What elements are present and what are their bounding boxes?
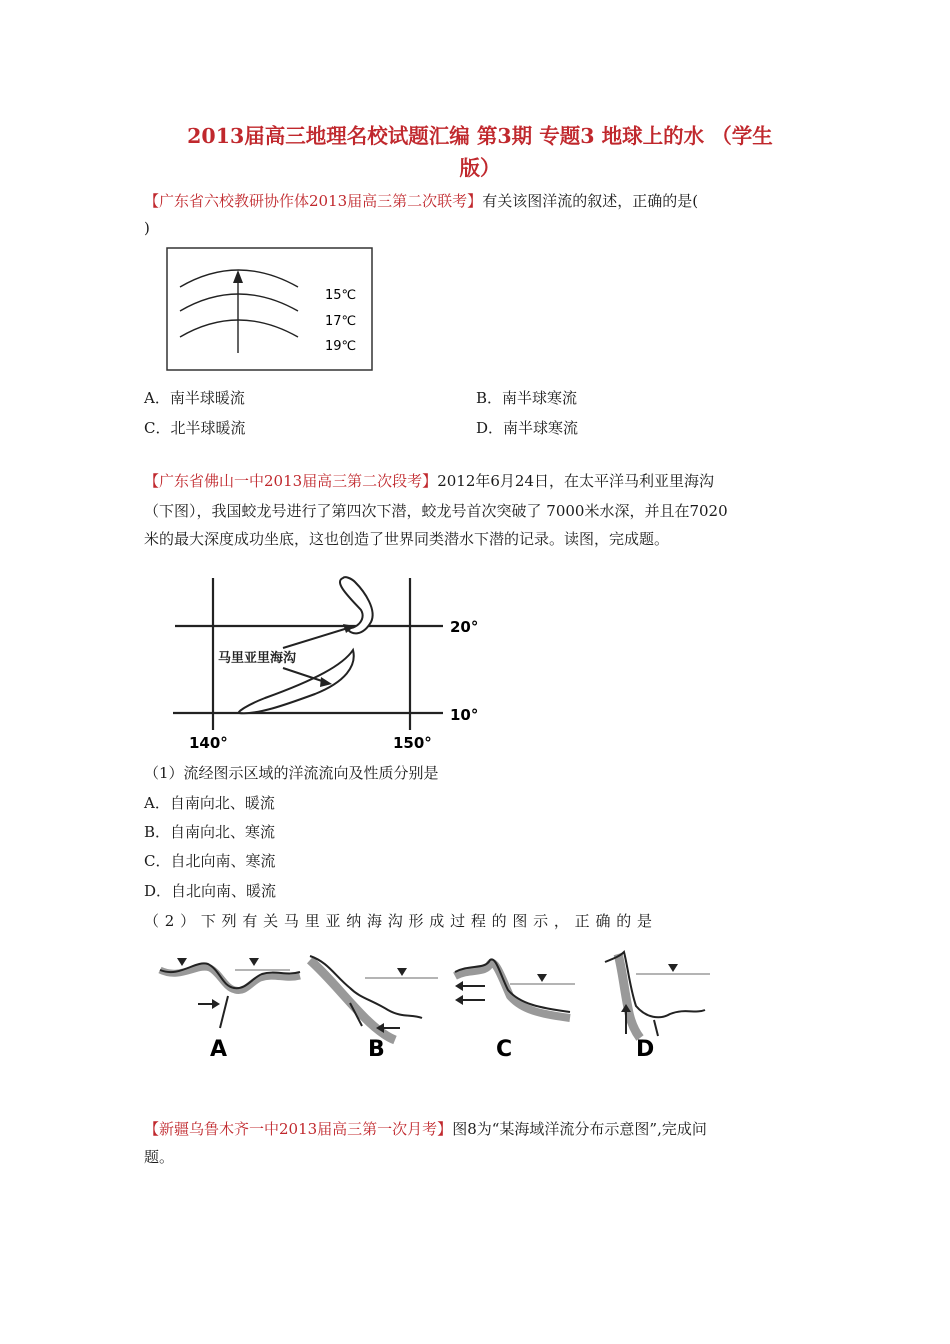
q2-intro-text-1: 2012年6月24日，在太平洋马利亚里海沟 — [437, 472, 714, 490]
diagram-a-arrowhead — [212, 999, 220, 1009]
lon-label-140: 140° — [189, 734, 228, 752]
lat-label-10: 10° — [450, 706, 479, 724]
q3-stem-line-2: 题。 — [144, 1148, 175, 1166]
diagram-c-arrowhead-2 — [455, 995, 463, 1005]
trench-label: 马里亚里海沟 — [218, 651, 297, 666]
q1-current-figure — [160, 245, 375, 375]
diagram-b-seafloor — [310, 956, 422, 1018]
diagram-label-b: B — [368, 1037, 385, 1062]
q1-option-d[interactable]: D．南半球寒流 — [476, 419, 579, 437]
mariana-trench-map — [165, 570, 505, 755]
isotherm-label-15: 15℃ — [325, 288, 357, 303]
diagram-d — [605, 952, 710, 1062]
diagram-label-a: A — [210, 1037, 228, 1062]
q3-stem-line-1 — [144, 1118, 809, 1140]
diagram-d-plate — [618, 954, 640, 1038]
q1-option-a[interactable]: A．南半球暖流 — [144, 389, 245, 407]
diagram-c-arrowhead-1 — [455, 981, 463, 991]
q3-stem-text: 图8为“某海域洋流分布示意图”,完成问 — [452, 1120, 707, 1138]
diagram-a-marker-2 — [249, 958, 259, 966]
q2-sub2-stem: （ 2 ） 下 列 有 关 马 里 亚 纳 海 沟 形 成 过 程 的 图 示 ， 正 确 的 是 — [144, 912, 653, 930]
q1-stem — [144, 190, 809, 212]
q2-sub1-option-c[interactable]: C．自北向南、寒流 — [144, 852, 276, 870]
diagram-c-marker — [537, 974, 547, 982]
q2-source: 【广东省佛山一中2013届高三第二次段考】 — [144, 472, 438, 490]
title-line-1: 2013届高三地理名校试题汇编 第3期 专题3 地球上的水 （学生 — [187, 124, 773, 148]
document-title — [140, 120, 820, 184]
q3-source: 【新疆乌鲁木齐一中2013届高三第一次月考】 — [144, 1120, 453, 1138]
title-line-2: 版） — [459, 156, 501, 180]
diagram-label-d: D — [636, 1037, 655, 1062]
diagram-a-fault — [220, 996, 228, 1028]
q2-sub1-stem: （1）流经图示区域的洋流流向及性质分别是 — [144, 764, 439, 782]
diagram-d-marker — [668, 964, 678, 972]
q2-intro-line-3: 米的最大深度成功坐底，这也创造了世界同类潜水下潜的记录。读图，完成题。 — [144, 530, 670, 548]
lat-label-20: 20° — [450, 618, 479, 636]
diagram-b-marker — [397, 968, 407, 976]
q1-source: 【广东省六校教研协作体2013届高三第二次联考】 — [144, 192, 483, 210]
trench-formation-diagrams — [150, 948, 730, 1063]
q1-option-b[interactable]: B．南半球寒流 — [476, 389, 578, 407]
q2-intro-line-2: （下图），我国蛟龙号进行了第四次下潜，蛟龙号首次突破了 7000米水深，并且在7020 — [144, 502, 728, 520]
q2-intro-line-1 — [144, 470, 809, 492]
diagram-label-c: C — [496, 1037, 513, 1062]
pointer-arrow-north — [283, 628, 348, 648]
diagram-b — [310, 956, 438, 1062]
q2-sub1-option-d[interactable]: D．自北向南、暖流 — [144, 882, 277, 900]
q1-option-c[interactable]: C．北半球暖流 — [144, 419, 246, 437]
q2-sub1-option-b[interactable]: B．自南向北、寒流 — [144, 823, 276, 841]
diagram-a — [160, 958, 300, 1062]
q2-sub1-option-a[interactable]: A．自南向北、暖流 — [144, 794, 275, 812]
q1-stem-end: ) — [144, 219, 150, 237]
isotherm-label-19: 19℃ — [325, 339, 357, 354]
q1-stem-text: 有关该图洋流的叙述，正确的是( — [482, 192, 699, 210]
diagram-c — [455, 959, 575, 1062]
diagram-d-arrow-down — [654, 1020, 658, 1036]
diagram-a-marker-1 — [177, 958, 187, 966]
isotherm-label-17: 17℃ — [325, 314, 357, 329]
lon-label-150: 150° — [393, 734, 432, 752]
